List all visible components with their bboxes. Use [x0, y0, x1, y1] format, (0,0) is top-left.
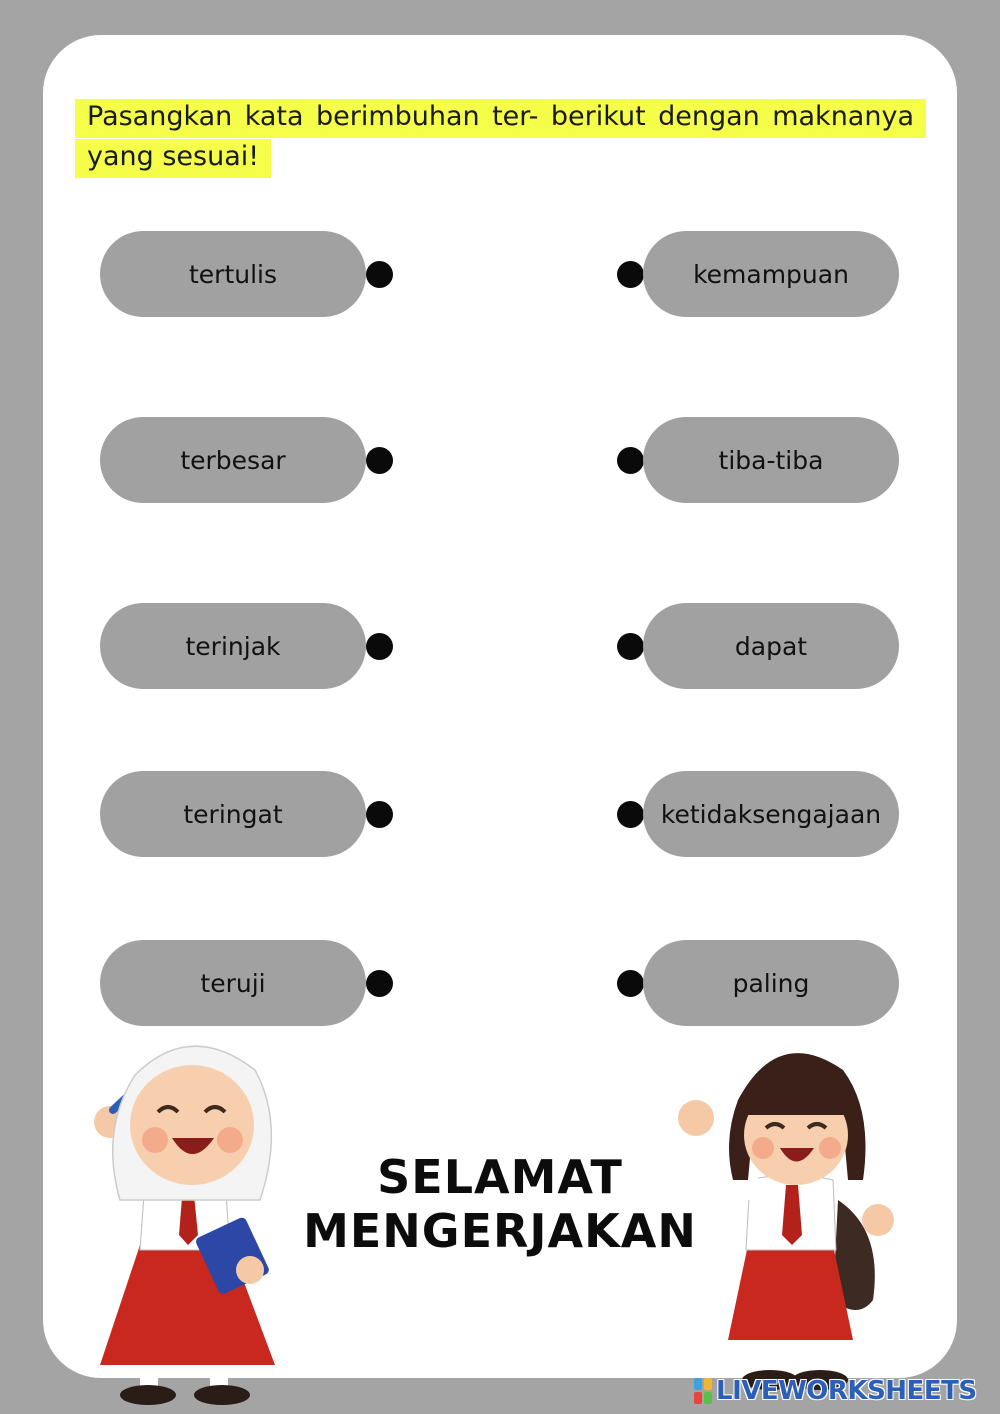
student-girl-hijab-illustration [80, 1030, 310, 1410]
right-connector-dot-2[interactable] [617, 447, 644, 474]
right-connector-dot-3[interactable] [617, 633, 644, 660]
left-word-1[interactable]: tertulis [100, 231, 366, 317]
right-connector-dot-1[interactable] [617, 261, 644, 288]
left-connector-dot-3[interactable] [366, 633, 393, 660]
left-word-2[interactable]: terbesar [100, 417, 366, 503]
closing-line-1: SELAMAT [377, 1150, 623, 1204]
left-connector-dot-1[interactable] [366, 261, 393, 288]
left-word-5[interactable]: teruji [100, 940, 366, 1026]
right-meaning-5[interactable]: paling [643, 940, 899, 1026]
right-meaning-1[interactable]: kemampuan [643, 231, 899, 317]
instruction-highlight: Pasangkan kata berimbuhan ter- berikut dengan maknanya yang sesuai! [75, 99, 926, 178]
brand-name: LIVEWORKSHEETS [716, 1376, 977, 1406]
closing-message [300, 1150, 700, 1258]
right-meaning-3[interactable]: dapat [643, 603, 899, 689]
right-connector-dot-4[interactable] [617, 801, 644, 828]
left-word-4[interactable]: teringat [100, 771, 366, 857]
instruction-text [75, 97, 926, 177]
left-connector-dot-2[interactable] [366, 447, 393, 474]
liveworksheets-brand [694, 1376, 977, 1406]
left-connector-dot-4[interactable] [366, 801, 393, 828]
student-girl-bob-illustration [668, 1030, 918, 1410]
closing-line-2: MENGERJAKAN [303, 1204, 697, 1258]
right-connector-dot-5[interactable] [617, 970, 644, 997]
liveworksheets-logo-icon [694, 1378, 712, 1404]
right-meaning-2[interactable]: tiba-tiba [643, 417, 899, 503]
left-connector-dot-5[interactable] [366, 970, 393, 997]
left-word-3[interactable]: terinjak [100, 603, 366, 689]
right-meaning-4[interactable]: ketidaksengajaan [643, 771, 899, 857]
